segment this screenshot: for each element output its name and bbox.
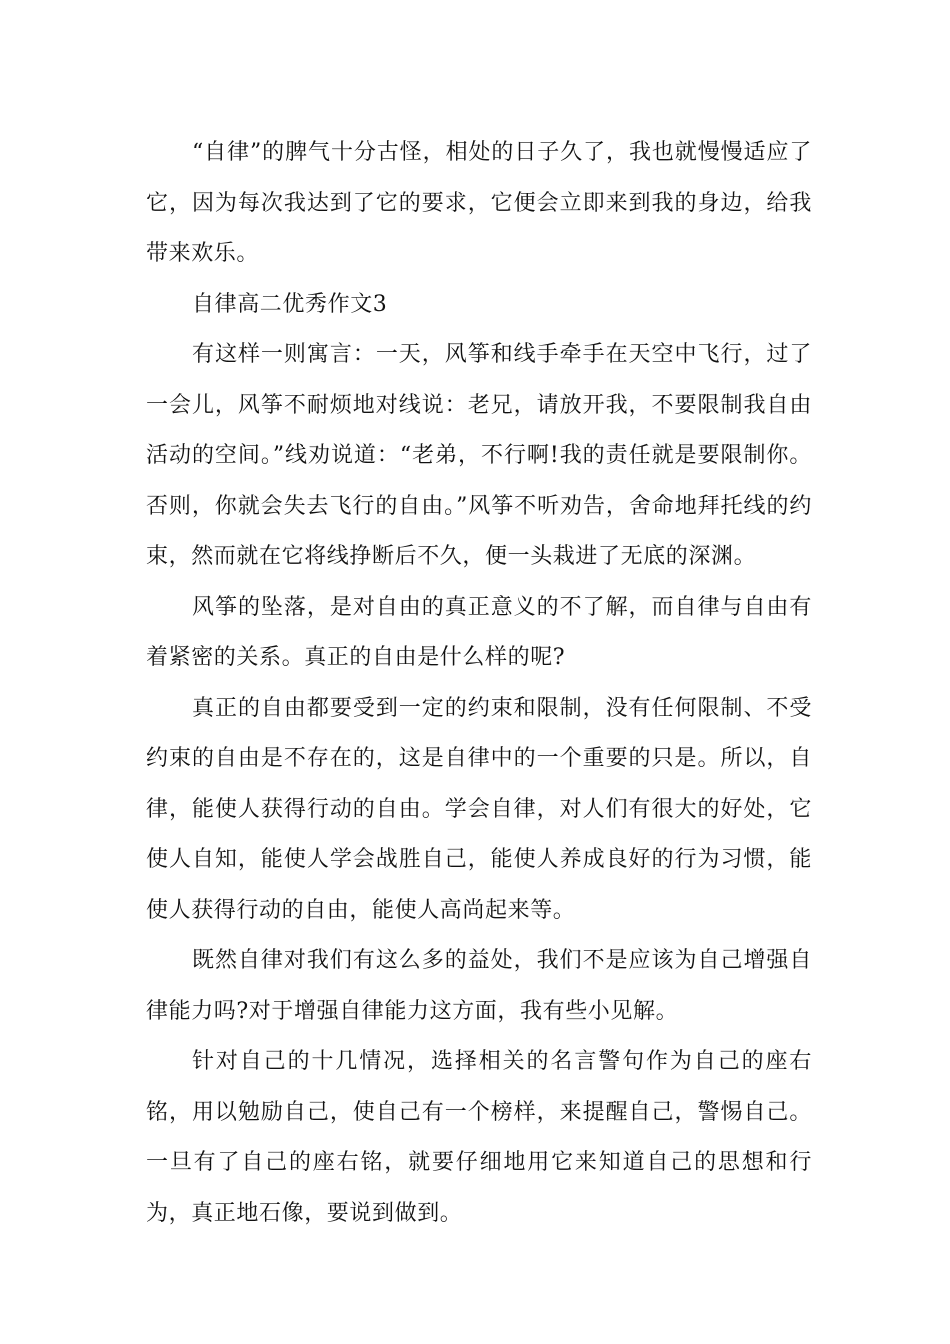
paragraph-1: “自律”的脾气十分古怪，相处的日子久了，我也就慢慢适应了它，因为每次我达到了它的要求，它便会立即来到我的身边，给我带来欢乐。 <box>146 140 812 266</box>
paragraph-2: 有这样一则寓言：一天，风筝和线手牵手在天空中飞行，过了一会儿，风筝不耐烦地对线说：老兄，请放开我，不要限制我自由活动的空间。”线劝说道：“老弟，不行啊!我的责任就是要限制你。否则，你就会失去飞行的自由。”风筝不听劝告，舍命地拜托线的约束，然而就在它将线挣断后不久，便一头栽进了无底的深渊。 <box>146 342 812 569</box>
section-heading: 自律高二优秀作文3 <box>192 291 388 317</box>
document-body <box>146 128 812 1239</box>
paragraph-4: 真正的自由都要受到一定的约束和限制，没有任何限制、不受约束的自由是不存在的，这是自律中的一个重要的只是。所以，自律，能使人获得行动的自由。学会自律，对人们有很大的好处，它使人自知，能使人学会战胜自己，能使人养成良好的行为习惯，能使人获得行动的自由，能使人高尚起来等。 <box>146 695 812 923</box>
paragraph-3: 风筝的坠落，是对自由的真正意义的不了解，而自律与自由有着紧密的关系。真正的自由是什么样的呢? <box>146 594 812 670</box>
paragraph-6: 针对自己的十几情况，选择相关的名言警句作为自己的座右铭，用以勉励自己，使自己有一个榜样，来提醒自己，警惕自己。一旦有了自己的座右铭，就要仔细地用它来知道自己的思想和行为，真正地石像，要说到做到。 <box>146 1049 812 1226</box>
paragraph-5: 既然自律对我们有这么多的益处，我们不是应该为自己增强自律能力吗?对于增强自律能力这方面，我有些小见解。 <box>146 948 812 1024</box>
